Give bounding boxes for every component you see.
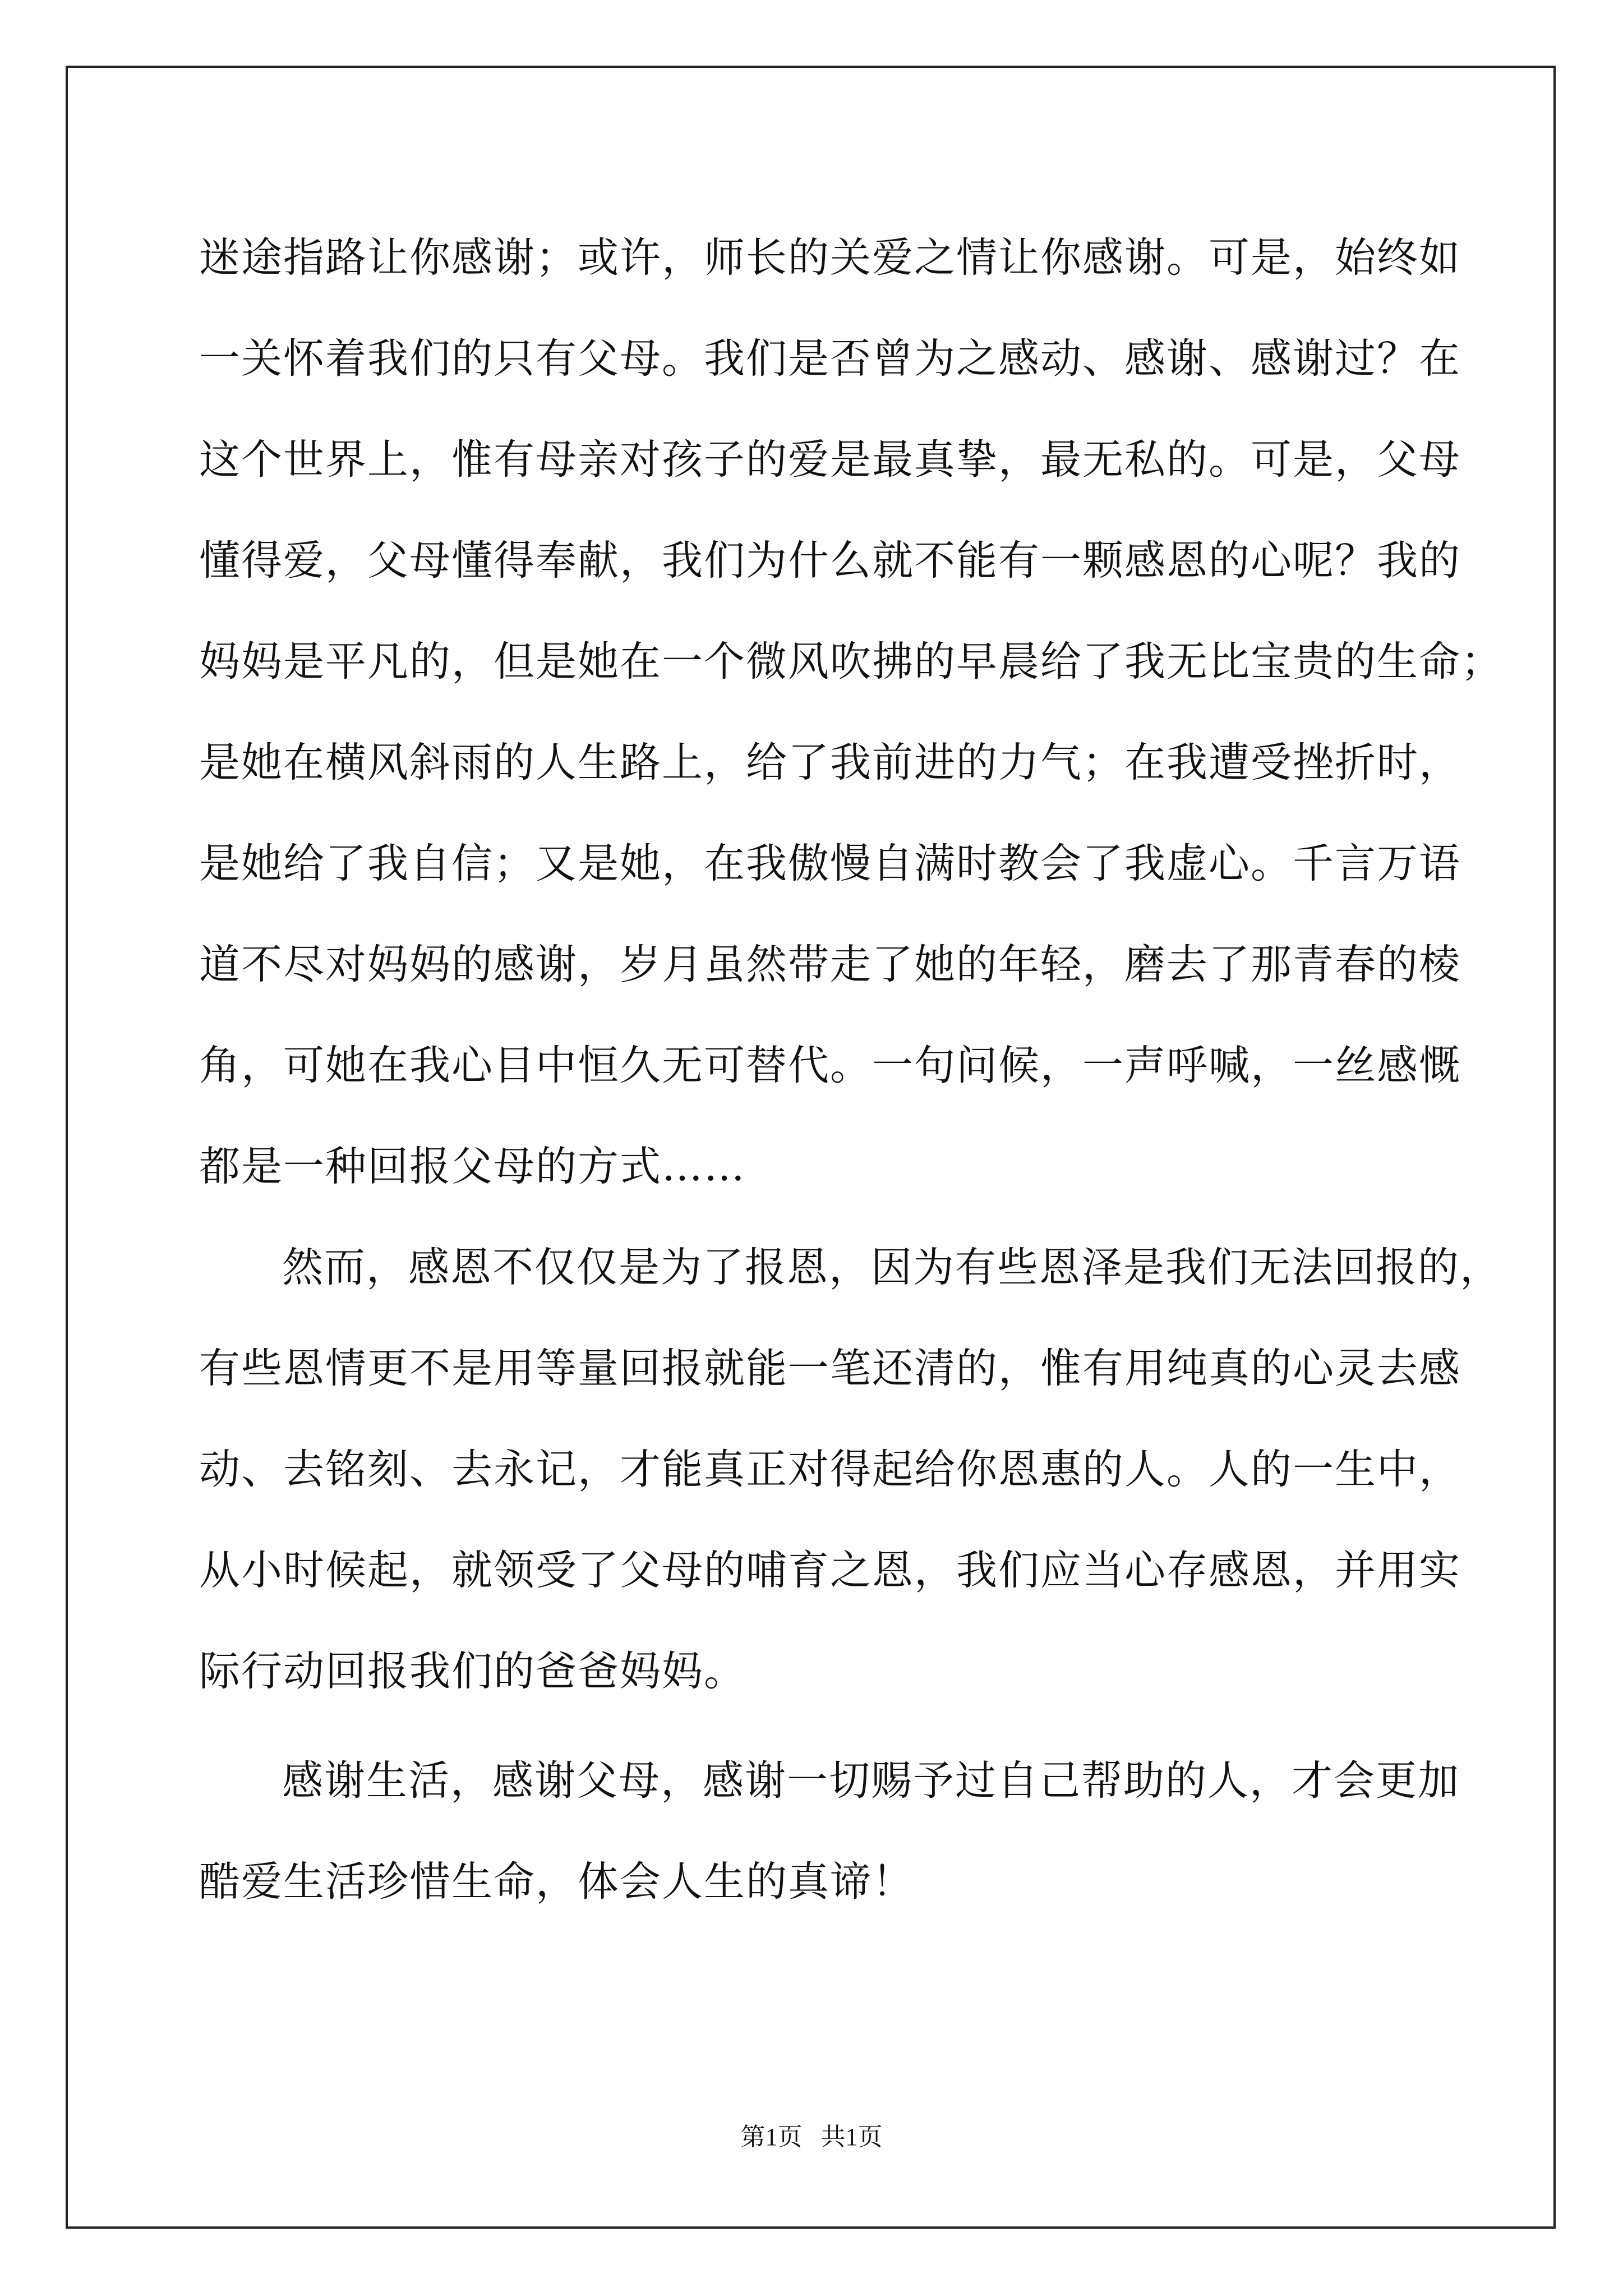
text-line: 妈妈是平凡的，但是她在一个微风吹拂的早晨给了我无比宝贵的生命； xyxy=(199,638,1503,685)
text-line: 是她在横风斜雨的人生路上，给了我前进的力气；在我遭受挫折时， xyxy=(199,739,1461,786)
paragraph-start-line: 然而，感恩不仅仅是为了报恩，因为有些恩泽是我们无法回报的， xyxy=(282,1244,1502,1291)
text-line: 一关怀着我们的只有父母。我们是否曾为之感动、感谢、感谢过？在 xyxy=(199,335,1461,383)
text-line: 动、去铭刻、去永记，才能真正对得起给你恩惠的人。人的一生中， xyxy=(199,1446,1461,1493)
text-line: 有些恩情更不是用等量回报就能一笔还清的，惟有用纯真的心灵去感 xyxy=(199,1345,1461,1392)
text-line: 都是一种回报父母的方式…… xyxy=(199,1143,746,1190)
text-line: 酷爱生活珍惜生命，体会人生的真谛！ xyxy=(199,1858,914,1906)
text-line: 际行动回报我们的爸爸妈妈。 xyxy=(199,1648,746,1695)
page-footer: 第1页 共1页 xyxy=(740,2123,883,2151)
text-line: 从小时候起，就领受了父母的哺育之恩，我们应当心存感恩，并用实 xyxy=(199,1547,1461,1594)
paragraph-start-line: 感谢生活，感谢父母，感谢一切赐予过自己帮助的人，才会更加 xyxy=(282,1757,1460,1805)
text-line: 这个世界上，惟有母亲对孩子的爱是最真挚，最无私的。可是，父母 xyxy=(199,436,1461,484)
text-line: 迷途指路让你感谢；或许，师长的关爱之情让你感谢。可是，始终如 xyxy=(199,234,1461,282)
text-line: 懂得爱，父母懂得奉献，我们为什么就不能有一颗感恩的心呢？我的 xyxy=(199,537,1461,585)
text-line: 道不尽对妈妈的感谢，岁月虽然带走了她的年轻，磨去了那青春的棱 xyxy=(199,941,1461,988)
text-line: 是她给了我自信；又是她，在我傲慢自满时教会了我虚心。千言万语 xyxy=(199,840,1461,887)
text-line: 角，可她在我心目中恒久无可替代。一句问候，一声呼喊，一丝感慨 xyxy=(199,1042,1461,1089)
